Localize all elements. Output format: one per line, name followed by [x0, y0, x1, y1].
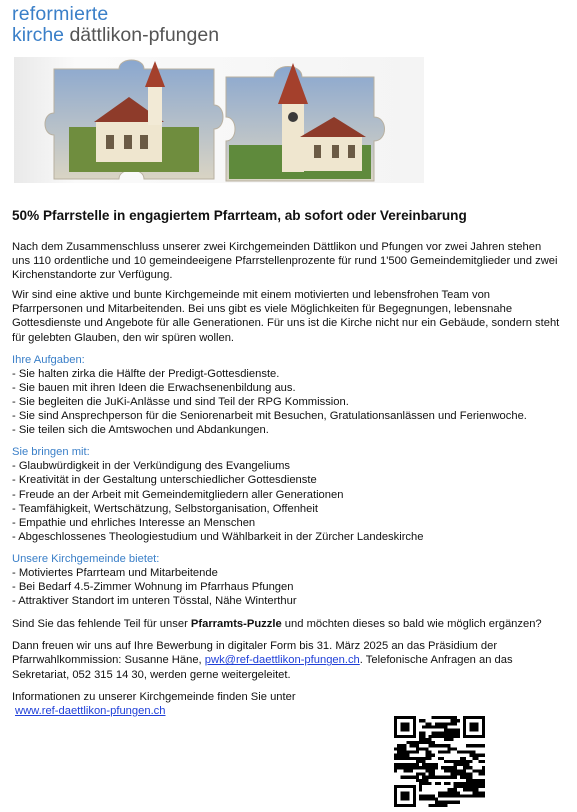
list-item: - Empathie und ehrliches Interesse an Menschen — [12, 516, 256, 529]
skills-heading: Sie bringen mit: — [12, 446, 90, 459]
intro-paragraph-1: Nach dem Zusammenschluss unserer zwei Kirchgemeinden Dättlikon und Pfungen vor zwei Jahren stehen uns 110 ordentliche und 10 gemeindeeigene Pfarrstellenprozente für rund 1'500 Gemeindemitglieder und zwei Kirchenstandorte zur Verfügung. — [12, 241, 558, 282]
apply-text-pre: Dann freuen wir uns auf Ihre Bewerbung in digitaler Form bis 31. März 2025 an das Präsidium der Pfarrwahlkommission: Susanne Häne, — [12, 640, 498, 667]
info-block — [12, 690, 392, 718]
puzzle-bold: Pfarramts-Puzzle — [190, 618, 282, 631]
offer-list — [12, 566, 560, 608]
puzzle-text-pre: Sind Sie das fehlende Teil für unser — [12, 618, 191, 631]
logo-kirche: kirche — [12, 24, 65, 46]
list-item: - Abgeschlossenes Theologiestudium und Wählbarkeit in der Zürcher Landeskirche — [12, 530, 424, 543]
puzzle-text-post: und möchten dieses so bald wie möglich ergänzen? — [281, 618, 542, 631]
list-item: - Sie halten zirka die Hälfte der Predigt-Gottesdienste. — [12, 367, 280, 380]
apply-paragraph — [12, 639, 560, 681]
list-item: - Teamfähigkeit, Wertschätzung, Selbstorganisation, Offenheit — [12, 502, 318, 515]
puzzle-paragraph — [12, 617, 560, 631]
list-item: - Glaubwürdigkeit in der Verkündigung des Evangeliums — [12, 460, 290, 473]
list-item: - Bei Bedarf 4.5-Zimmer Wohnung im Pfarrhaus Pfungen — [12, 581, 294, 594]
apply-text-post: . Telefonische Anfragen an das Sekretariat, 052 315 14 30, werden gerne weitergeleitet. — [12, 654, 513, 681]
intro-paragraph-2: Wir sind eine aktive und bunte Kirchgemeinde mit einem motivierten und lebensfrohen Team von Pfarrpersonen und Mitarbeitenden. Bei uns gibt es viele Möglichkeiten für Begegnungen, lebensnahe Gottesdienste und Angebote für alle Generationen. Für uns ist die Kirche nicht nur ein Gebäude, sondern steht für gelebten Glauben, den wir spüren wollen. — [12, 289, 560, 344]
list-item: - Attraktiver Standort im unteren Tösstal, Nähe Winterthur — [12, 595, 297, 608]
qr-code — [394, 716, 485, 807]
list-item: - Sie teilen sich die Amtswochen und Abdankungen. — [12, 424, 269, 437]
church-logo — [12, 4, 219, 46]
skills-list — [12, 459, 560, 544]
list-item: - Motiviertes Pfarrteam und Mitarbeitende — [12, 566, 218, 579]
list-item: - Sie sind Ansprechperson für die Seniorenarbeit mit Besuchen, Gratulationsanlässen und Ferienwoche. — [12, 410, 527, 423]
info-text: Informationen zu unserer Kirchgemeinde finden Sie unter — [12, 690, 296, 703]
logo-line-2 — [12, 25, 219, 46]
logo-location: dättlikon-pfungen — [64, 24, 220, 46]
list-item: - Sie bauen mit ihren Ideen die Erwachsenenbildung aus. — [12, 381, 296, 394]
list-item: - Freude an der Arbeit mit Gemeindemitgliedern aller Generationen — [12, 488, 344, 501]
list-item: - Kreativität in der Gestaltung unterschiedlicher Gottesdienste — [12, 474, 317, 487]
logo-line-1: reformierte — [12, 3, 109, 25]
website-link[interactable]: www.ref-daettlikon-pfungen.ch — [15, 704, 166, 717]
email-link[interactable]: pwk@ref-daettlikon-pfungen.ch — [204, 654, 360, 667]
puzzle-churches-image — [14, 57, 424, 183]
tasks-heading: Ihre Aufgaben: — [12, 353, 85, 366]
list-item: - Sie begleiten die JuKi-Anlässe und sind Teil der RPG Kommission. — [12, 395, 349, 408]
page-title: 50% Pfarrstelle in engagiertem Pfarrteam, ab sofort oder Vereinbarung — [12, 208, 467, 223]
tasks-list — [12, 367, 560, 437]
job-ad-content — [12, 207, 560, 718]
offer-heading: Unsere Kirchgemeinde bietet: — [12, 552, 160, 565]
